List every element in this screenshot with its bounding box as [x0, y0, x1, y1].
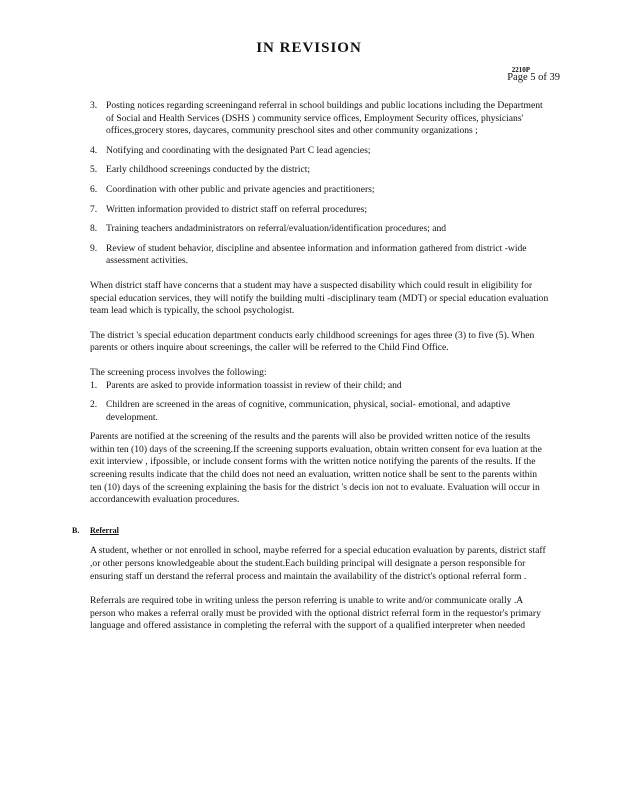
list-item-text: Parents are asked to provide information toassist in review of their child; and: [106, 379, 402, 391]
list-item-text: Review of student behavior, discipline and absentee information and information gathered from district -wide assessment activities.: [106, 242, 527, 267]
list-item: [90, 204, 550, 217]
list-item-text: Posting notices regarding screeningand referral in school buildings and public locations including the Department of Social and Health Services (DSHS ) community service offices, Employment Security offices, physicians' offices,grocery stores, daycares, community preschool sites and other community organizations ;: [106, 100, 543, 137]
list-item: [90, 399, 550, 424]
list-number: 1.: [90, 379, 98, 391]
section-heading: Referral: [90, 525, 119, 535]
section-referral: [72, 525, 550, 633]
section-letter: B.: [72, 525, 80, 535]
list-item-text: Early childhood screenings conducted by the district;: [106, 164, 311, 176]
list-number: 9.: [90, 242, 98, 254]
list-item: [90, 100, 550, 138]
list-item: [90, 184, 550, 197]
list-item: [90, 223, 550, 236]
list-item-text: Coordination with other public and private agencies and practitioners;: [106, 183, 375, 195]
list-number: 4.: [90, 144, 98, 156]
paragraph-referral-writing: Referrals are required tobe in writing unless the person referring is unable to write and/or communicate orally .A person who makes a referral orally must be provided with the optional district referral form in the requestor's primary language and offered assistance in completing the referral with the support of a qualified interpreter when needed: [90, 595, 541, 632]
list-item: [90, 145, 550, 158]
paragraph-screening-results: Parents are notified at the screening of the results and the parents will also be provided written notice of the results within ten (10) days of the screening.If the screening supports evaluation, obtain written consent for eva luation at the exit interview , ifpossible, or include consent forms with the written notice notifying the parents of the results. If the screening results indicate that the child does not need an evaluation, written notice shall be sent to the parents within ten (10) days of the screening explaining the basis for the district 's decis ion not to evaluate. Evaluation will occur in accordancewith evaluation procedures.: [90, 431, 542, 506]
list-item: [90, 164, 550, 177]
paragraph-early-childhood: The district 's special education department conducts early childhood screenings for ages three (3) to five (5). When parents or others inquire about screenings, the caller will be referred to the Child Find Office.: [90, 329, 535, 354]
paragraph-district-concerns: When district staff have concerns that a student may have a suspected disability which could result in eligibility for special education services, they will notify the building multi -disciplinary team (MDT) or special education evaluation team lead which is typically, the school psychologist.: [90, 279, 549, 317]
list-number: 5.: [90, 164, 98, 176]
list-item-text: Children are screened in the areas of cognitive, communication, physical, social- emotional, and adaptive development.: [106, 399, 511, 423]
paragraph-referral-who: A student, whether or not enrolled in school, maybe referred for a special education evaluation by parents, district staff ,or other persons knowledgeable about the student.Each building principal will designate a person responsible for ensuring staff un derstand the referral process and maintain the availability of the district's optional referral form .: [90, 545, 546, 582]
document-body: [72, 100, 550, 633]
list-number: 6.: [90, 183, 98, 195]
list-item-text: Written information provided to district staff on referral procedures;: [106, 203, 368, 215]
list-number: 7.: [90, 203, 98, 215]
page-number: Page 5 of 39: [507, 72, 560, 83]
list-number: 3.: [90, 100, 98, 111]
list-item: [90, 243, 550, 268]
list-item-text: Training teachers andadministrators on referral/evaluation/identification procedures; and: [106, 223, 447, 235]
list-number: 8.: [90, 223, 98, 235]
outreach-list: [90, 100, 550, 268]
list-number: 2.: [90, 399, 98, 411]
page-title: IN REVISION: [256, 40, 362, 56]
list-item: [90, 380, 550, 393]
list-item-text: Notifying and coordinating with the designated Part C lead agencies;: [106, 144, 371, 156]
document-code: 2210P: [511, 66, 530, 74]
screening-steps-list: [90, 380, 550, 425]
paragraph-screening-process: The screening process involves the following:: [90, 366, 267, 378]
